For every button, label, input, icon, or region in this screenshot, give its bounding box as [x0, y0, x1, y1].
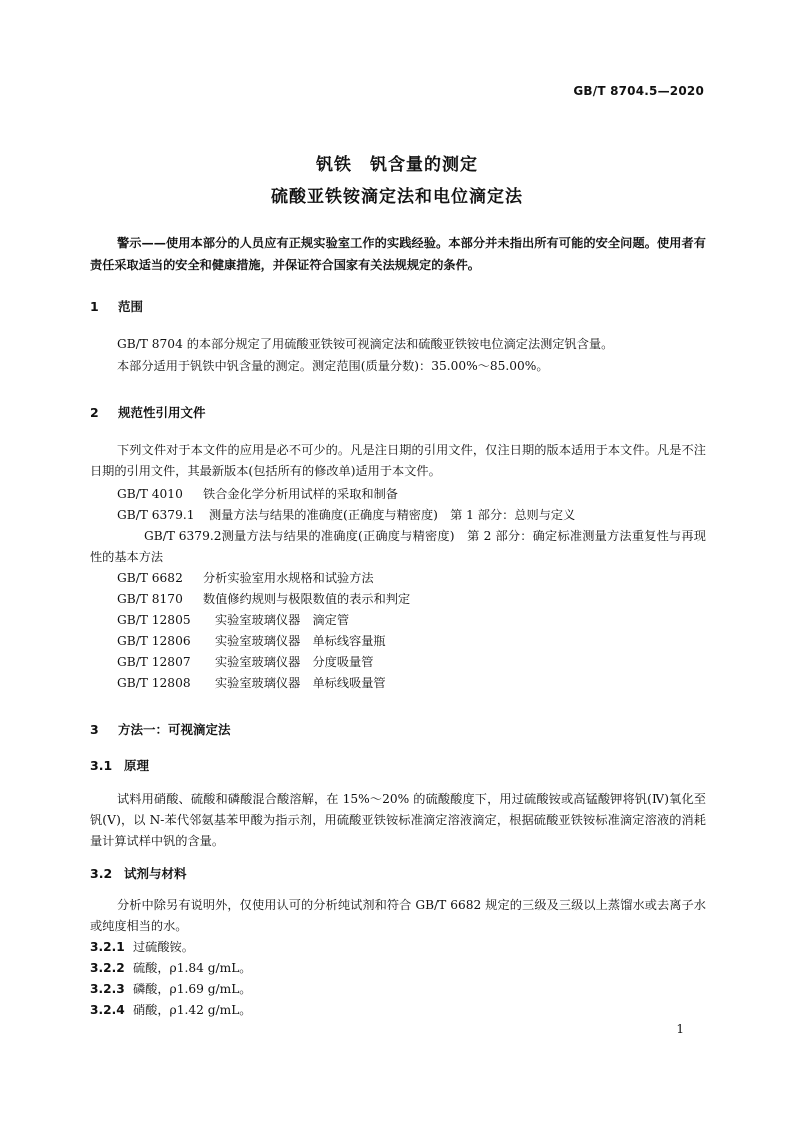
reference-code: GB/T 12807 — [117, 655, 191, 669]
reference-code: GB/T 6379.1 — [117, 508, 195, 522]
warning-paragraph: 警示——使用本部分的人员应有正规实验室工作的实践经验。本部分并未指出所有可能的安全问题。使用者有责任采取适当的安全和健康措施，并保证符合国家有关法规规定的条件。 — [90, 236, 706, 272]
reagent-text: 过硫酸铵。 — [133, 940, 194, 954]
section-number: 2 — [90, 405, 99, 420]
reference-code: GB/T 12808 — [117, 676, 191, 690]
reference-title: 实验室玻璃仪器 分度吸量管 — [215, 655, 374, 669]
reference-code: GB/T 12805 — [117, 613, 191, 627]
subsection-title: 原理 — [124, 758, 150, 773]
scope-paragraph-2: 本部分适用于钒铁中钒含量的测定。测定范围(质量分数)：35.00%～85.00%。 — [117, 359, 549, 373]
reference-item — [117, 631, 386, 652]
page-number: 1 — [676, 1022, 684, 1036]
reference-item — [117, 673, 386, 694]
reference-title: 铁合金化学分析用试样的采取和制备 — [203, 487, 398, 501]
reagent-item — [90, 1000, 251, 1021]
reagent-number: 3.2.3 — [90, 982, 125, 996]
reagent-item — [90, 958, 251, 979]
reference-title: 实验室玻璃仪器 滴定管 — [215, 613, 350, 627]
reference-code: GB/T 6682 — [117, 571, 183, 585]
reagent-text: 硫酸，ρ1.84 g/mL。 — [133, 961, 252, 975]
reference-code: GB/T 8170 — [117, 592, 183, 606]
section-title: 方法一：可视滴定法 — [118, 722, 231, 737]
subsection-number: 3.2 — [90, 866, 113, 881]
references-intro: 下列文件对于本文件的应用是必不可少的。凡是注日期的引用文件，仅注日期的版本适用于本文件。凡是不注日期的引用文件，其最新版本(包括所有的修改单)适用于本文件。 — [90, 443, 706, 478]
reference-item — [117, 568, 374, 589]
reference-title: 数值修约规则与极限数值的表示和判定 — [203, 592, 411, 606]
reagents-paragraph: 分析中除另有说明外，仅使用认可的分析纯试剂和符合 GB/T 6682 规定的三级及三级以上蒸馏水或去离子水或纯度相当的水。 — [90, 898, 706, 933]
subsection-3-1-heading — [90, 756, 149, 774]
subsection-3-2-heading — [90, 864, 187, 882]
section-1-heading — [90, 297, 143, 315]
section-title: 规范性引用文件 — [118, 405, 206, 420]
reference-title: 测量方法与结果的准确度(正确度与精密度) 第 1 部分：总则与定义 — [209, 508, 576, 522]
scope-paragraph-1: GB/T 8704 的本部分规定了用硫酸亚铁铵可视滴定法和硫酸亚铁铵电位滴定法测定钒含量。 — [117, 337, 614, 351]
section-number: 3 — [90, 722, 99, 737]
reference-title: 实验室玻璃仪器 单标线容量瓶 — [215, 634, 386, 648]
reference-item — [117, 484, 398, 505]
reagent-text: 硝酸，ρ1.42 g/mL。 — [133, 1003, 252, 1017]
reference-item — [117, 610, 349, 631]
reference-title: 测量方法与结果的准确度(正确度与精密度) 第 2 部分：确定标准测量方法重复性与再现性的基本方法 — [90, 529, 706, 564]
reagent-text: 磷酸，ρ1.69 g/mL。 — [133, 982, 252, 996]
section-number: 1 — [90, 299, 99, 314]
subsection-title: 试剂与材料 — [124, 866, 187, 881]
reagent-item — [90, 979, 251, 1000]
reference-code: GB/T 6379.2 — [144, 529, 222, 543]
reference-item — [90, 526, 706, 568]
reference-code: GB/T 12806 — [117, 634, 191, 648]
reagent-item — [90, 937, 194, 958]
subsection-number: 3.1 — [90, 758, 113, 773]
reference-title: 实验室玻璃仪器 单标线吸量管 — [215, 676, 386, 690]
reference-item — [117, 505, 575, 526]
principle-paragraph: 试料用硝酸、硫酸和磷酸混合酸溶解，在 15%～20% 的硫酸酸度下，用过硫酸铵或高锰酸钾将钒(Ⅳ)氧化至钒(Ⅴ)，以 N-苯代邻氨基苯甲酸为指示剂，用硫酸亚铁铵标准滴定溶液滴定，根据硫酸亚铁铵标准滴定溶液的消耗量计算试样中钒的含量。 — [90, 792, 706, 848]
reagent-number: 3.2.1 — [90, 940, 125, 954]
section-title: 范围 — [118, 299, 144, 314]
reference-title: 分析实验室用水规格和试验方法 — [203, 571, 374, 585]
reference-code: GB/T 4010 — [117, 487, 183, 501]
section-3-heading — [90, 720, 231, 738]
standard-code: GB/T 8704.5—2020 — [573, 84, 704, 98]
reagent-number: 3.2.2 — [90, 961, 125, 975]
reference-item — [117, 652, 373, 673]
title-line-1: 钒铁 钒含量的测定 — [316, 155, 478, 175]
title-line-2: 硫酸亚铁铵滴定法和电位滴定法 — [271, 187, 523, 207]
section-2-heading — [90, 403, 206, 421]
reference-item — [117, 589, 410, 610]
reagent-number: 3.2.4 — [90, 1003, 125, 1017]
